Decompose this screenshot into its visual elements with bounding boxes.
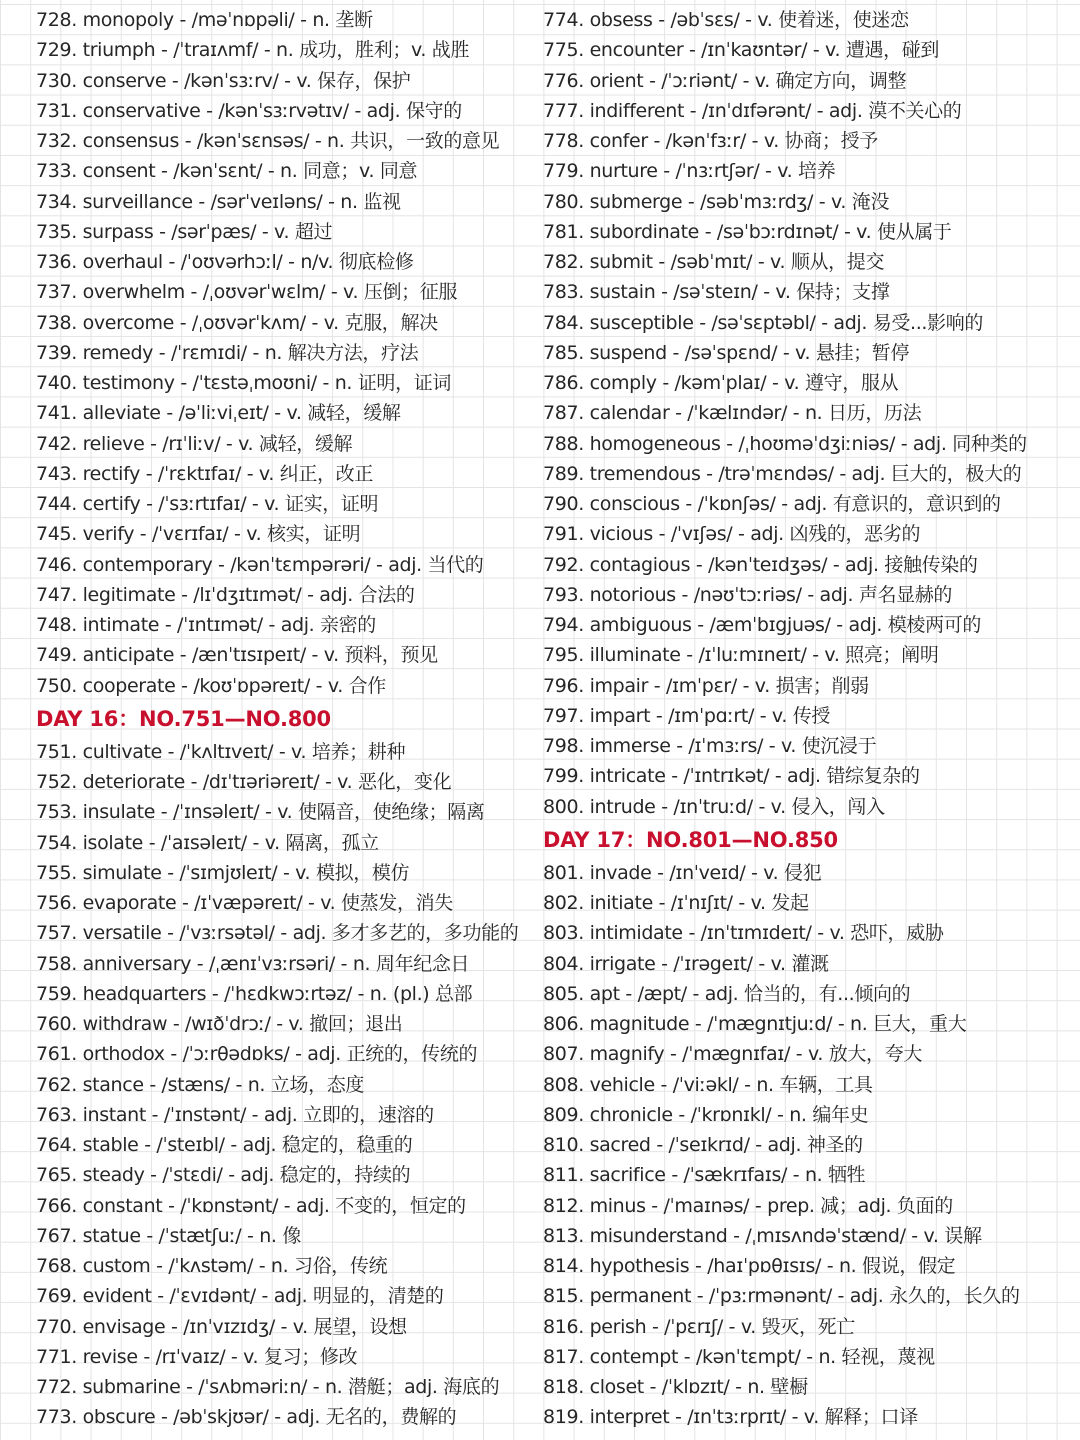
vocab-entry: 817. contempt - /kənˈtɛmpt/ - n. 轻视，蔑视	[543, 1345, 935, 1368]
vocab-entry: 762. stance - /stæns/ - n. 立场，态度	[36, 1073, 365, 1096]
vocab-entry: 738. overcome - /ˌoʊvərˈkʌm/ - v. 克服，解决	[36, 311, 438, 334]
vocab-entry: 741. alleviate - /əˈliːviˌeɪt/ - v. 减轻，缓解	[36, 402, 401, 425]
vocab-entry: 774. obsess - /əbˈsɛs/ - v. 使着迷，使迷恋	[543, 9, 909, 31]
vocab-entry: 737. overwhelm - /ˌoʊvərˈwɛlm/ - v. 压倒；征服	[36, 281, 458, 304]
vocab-entry: 770. envisage - /ɪnˈvɪzɪdʒ/ - v. 展望，设想	[36, 1315, 407, 1338]
vocab-entry: 739. remedy - /ˈrɛmɪdi/ - n. 解决方法，疗法	[36, 341, 419, 364]
left-column	[36, 5, 536, 1433]
vocab-entry: 761. orthodox - /ˈɔːrθədɒks/ - adj. 正统的，传统的	[36, 1043, 478, 1066]
vocab-entry: 799. intricate - /ˈɪntrɪkət/ - adj. 错综复杂的	[543, 765, 920, 788]
vocab-entry: 777. indifferent - /ɪnˈdɪfərənt/ - adj. 漠不关心的	[543, 99, 962, 122]
vocab-entry: 811. sacrifice - /ˈsækrɪfaɪs/ - n. 牺牲	[543, 1164, 866, 1187]
vocab-entry: 789. tremendous - /trəˈmɛndəs/ - adj. 巨大的，极大的	[543, 462, 1022, 485]
vocab-entry: 740. testimony - /ˈtɛstəˌmoʊni/ - n. 证明，证词	[36, 372, 452, 394]
vocab-entry: 802. initiate - /ɪˈnɪʃɪt/ - v. 发起	[543, 892, 809, 914]
vocab-entry: 729. triumph - /ˈtraɪʌmf/ - n. 成功，胜利；v. 战胜	[36, 39, 470, 62]
vocab-entry: 736. overhaul - /ˈoʊvərhɔːl/ - n/v. 彻底检修	[36, 251, 414, 273]
vocab-entry: 756. evaporate - /ɪˈvæpəreɪt/ - v. 使蒸发，消失	[36, 892, 453, 914]
vocab-entry: 805. apt - /æpt/ - adj. 恰当的，有...倾向的	[543, 982, 911, 1005]
vocab-entry: 753. insulate - /ˈɪnsəleɪt/ - v. 使隔音，使绝缘；隔离	[36, 801, 485, 824]
vocab-entry: 769. evident - /ˈɛvɪdənt/ - adj. 明显的，清楚的	[36, 1285, 444, 1308]
vocab-entry: 742. relieve - /rɪˈliːv/ - v. 减轻，缓解	[36, 432, 353, 455]
vocab-entry: 758. anniversary - /ˌænɪˈvɜːrsəri/ - n. 周年纪念日	[36, 952, 470, 975]
vocab-entry: 734. surveillance - /sərˈveɪləns/ - n. 监视	[36, 190, 401, 213]
vocab-entry: 796. impair - /ɪmˈpɛr/ - v. 损害；削弱	[543, 674, 869, 697]
vocab-entry: 754. isolate - /ˈaɪsəleɪt/ - v. 隔离，孤立	[36, 831, 379, 854]
vocab-entry: 816. perish - /ˈpɛrɪʃ/ - v. 毁灭，死亡	[543, 1315, 855, 1338]
vocab-entry: 733. consent - /kənˈsɛnt/ - n. 同意；v. 同意	[36, 160, 418, 183]
vocab-entry: 752. deteriorate - /dɪˈtɪəriəreɪt/ - v. 恶化，变化	[36, 771, 452, 793]
vocab-entry: 792. contagious - /kənˈteɪdʒəs/ - adj. 接触传染的	[543, 553, 978, 576]
vocab-entry: 787. calendar - /ˈkælɪndər/ - n. 日历，历法	[543, 402, 922, 425]
vocab-entry: 749. anticipate - /ænˈtɪsɪpeɪt/ - v. 预料，预见	[36, 644, 438, 667]
day-16-heading: DAY 16：NO.751—NO.800	[36, 706, 331, 731]
vocab-entry: 728. monopoly - /məˈnɒpəli/ - n. 垄断	[36, 9, 373, 31]
vocab-entry: 782. submit - /səbˈmɪt/ - v. 顺从，提交	[543, 251, 885, 273]
vocab-entry: 755. simulate - /ˈsɪmjʊleɪt/ - v. 模拟，模仿	[36, 861, 410, 884]
vocab-entry: 759. headquarters - /ˈhɛdkwɔːrtəz/ - n. (pl.) 总部	[36, 982, 473, 1005]
vocab-entry: 775. encounter - /ɪnˈkaʊntər/ - v. 遭遇，碰到	[543, 39, 940, 62]
vocab-entry: 806. magnitude - /ˈmægnɪtjuːd/ - n. 巨大，重大	[543, 1013, 967, 1035]
vocab-entry: 809. chronicle - /ˈkrɒnɪkl/ - n. 编年史	[543, 1103, 869, 1126]
vocab-entry: 785. suspend - /səˈspɛnd/ - v. 悬挂；暂停	[543, 341, 910, 364]
vocab-entry: 766. constant - /ˈkɒnstənt/ - adj. 不变的，恒定的	[36, 1194, 466, 1217]
vocab-entry: 763. instant - /ˈɪnstənt/ - adj. 立即的，速溶的	[36, 1103, 434, 1126]
vocab-entry: 735. surpass - /sərˈpæs/ - v. 超过	[36, 220, 333, 243]
vocab-entry: 803. intimidate - /ɪnˈtɪmɪdeɪt/ - v. 恐吓，威胁	[543, 922, 944, 945]
vocab-entry: 812. minus - /ˈmaɪnəs/ - prep. 减；adj. 负面的	[543, 1194, 953, 1217]
vocab-entry: 794. ambiguous - /æmˈbɪgjuəs/ - adj. 模棱两可的	[543, 614, 982, 636]
vocab-entry: 747. legitimate - /lɪˈdʒɪtɪmət/ - adj. 合法的	[36, 583, 415, 606]
vocab-entry: 744. certify - /ˈsɜːrtɪfaɪ/ - v. 证实，证明	[36, 493, 379, 515]
vocab-entry: 808. vehicle - /ˈviːəkl/ - n. 车辆，工具	[543, 1073, 873, 1096]
vocab-entry: 810. sacred - /ˈseɪkrɪd/ - adj. 神圣的	[543, 1134, 863, 1156]
vocab-entry: 786. comply - /kəmˈplaɪ/ - v. 遵守，服从	[543, 372, 899, 394]
vocab-entry: 760. withdraw - /wɪðˈdrɔː/ - v. 撤回；退出	[36, 1013, 403, 1035]
vocab-entry: 779. nurture - /ˈnɜːrtʃər/ - v. 培养	[543, 160, 836, 183]
vocab-entry: 765. steady - /ˈstɛdi/ - adj. 稳定的，持续的	[36, 1164, 411, 1187]
vocab-entry: 793. notorious - /nəʊˈtɔːriəs/ - adj. 声名显赫的	[543, 583, 953, 606]
vocab-entry: 814. hypothesis - /haɪˈpɒθɪsɪs/ - n. 假说，假定	[543, 1255, 956, 1277]
vocab-entry: 818. closet - /ˈklɒzɪt/ - n. 壁橱	[543, 1376, 808, 1398]
vocab-entry: 819. interpret - /ɪnˈtɜːrprɪt/ - v. 解释；口译	[543, 1406, 918, 1429]
vocab-entry: 768. custom - /ˈkʌstəm/ - n. 习俗，传统	[36, 1255, 388, 1277]
vocab-entry: 767. statue - /ˈstætʃuː/ - n. 像	[36, 1224, 301, 1247]
vocab-entry: 730. conserve - /kənˈsɜːrv/ - v. 保存，保护	[36, 69, 411, 92]
vocab-entry: 778. confer - /kənˈfɜːr/ - v. 协商；授予	[543, 130, 878, 152]
vocab-entry: 751. cultivate - /ˈkʌltɪveɪt/ - v. 培养；耕种	[36, 740, 406, 763]
vocab-entry: 776. orient - /ˈɔːriənt/ - v. 确定方向，调整	[543, 69, 907, 92]
vocab-entry: 764. stable - /ˈsteɪbl/ - adj. 稳定的，稳重的	[36, 1134, 413, 1156]
vocab-entry: 813. misunderstand - /ˌmɪsʌndəˈstænd/ - v. 误解	[543, 1224, 982, 1247]
vocab-entry: 746. contemporary - /kənˈtɛmpərəri/ - adj. 当代的	[36, 553, 484, 576]
vocab-entry: 815. permanent - /ˈpɜːrmənənt/ - adj. 永久的，长久的	[543, 1285, 1020, 1308]
vocab-entry: 801. invade - /ɪnˈveɪd/ - v. 侵犯	[543, 861, 822, 884]
vocab-entry: 780. submerge - /səbˈmɜːrdʒ/ - v. 淹没	[543, 190, 890, 213]
vocab-entry: 795. illuminate - /ɪˈluːmɪneɪt/ - v. 照亮；阐明	[543, 644, 939, 667]
right-column	[543, 5, 1077, 1433]
vocab-entry: 804. irrigate - /ˈɪrəgeɪt/ - v. 灌溉	[543, 952, 829, 975]
vocab-entry: 732. consensus - /kənˈsɛnsəs/ - n. 共识，一致的意见	[36, 130, 500, 152]
vocab-entry: 798. immerse - /ɪˈmɜːrs/ - v. 使沉浸于	[543, 735, 877, 757]
vocab-entry: 750. cooperate - /koʊˈɒpəreɪt/ - v. 合作	[36, 674, 386, 697]
vocab-entry: 772. submarine - /ˈsʌbməriːn/ - n. 潜艇；adj. 海底的	[36, 1376, 500, 1398]
vocab-entry: 788. homogeneous - /ˌhoʊməˈdʒiːniəs/ - adj. 同种类的	[543, 432, 1027, 455]
vocab-entry: 748. intimate - /ˈɪntɪmət/ - adj. 亲密的	[36, 614, 376, 636]
vocab-entry: 757. versatile - /ˈvɜːrsətəl/ - adj. 多才多艺的，多功能的	[36, 922, 519, 945]
vocab-entry: 807. magnify - /ˈmægnɪfaɪ/ - v. 放大，夸大	[543, 1043, 922, 1066]
vocab-entry: 771. revise - /rɪˈvaɪz/ - v. 复习；修改	[36, 1345, 358, 1368]
vocab-entry: 781. subordinate - /səˈbɔːrdɪnət/ - v. 使从属于	[543, 220, 952, 243]
vocab-entry: 731. conservative - /kənˈsɜːrvətɪv/ - adj. 保守的	[36, 99, 462, 122]
vocab-entry: 773. obscure - /əbˈskjʊər/ - adj. 无名的，费解的	[36, 1406, 457, 1429]
vocab-entry: 783. sustain - /səˈsteɪn/ - v. 保持；支撑	[543, 281, 890, 304]
vocab-entry: 743. rectify - /ˈrɛktɪfaɪ/ - v. 纠正，改正	[36, 462, 373, 485]
vocab-entry: 791. vicious - /ˈvɪʃəs/ - adj. 凶残的，恶劣的	[543, 523, 921, 546]
vocab-entry: 797. impart - /ɪmˈpɑːrt/ - v. 传授	[543, 704, 830, 727]
vocab-entry: 745. verify - /ˈvɛrɪfaɪ/ - v. 核实，证明	[36, 523, 361, 546]
vocab-entry: 790. conscious - /ˈkɒnʃəs/ - adj. 有意识的，意识到的	[543, 493, 1001, 515]
day-17-heading: DAY 17：NO.801—NO.850	[543, 827, 838, 852]
vocab-entry: 784. susceptible - /səˈsɛptəbl/ - adj. 易受...影响的	[543, 311, 984, 334]
vocab-entry: 800. intrude - /ɪnˈtruːd/ - v. 侵入，闯入	[543, 795, 885, 818]
